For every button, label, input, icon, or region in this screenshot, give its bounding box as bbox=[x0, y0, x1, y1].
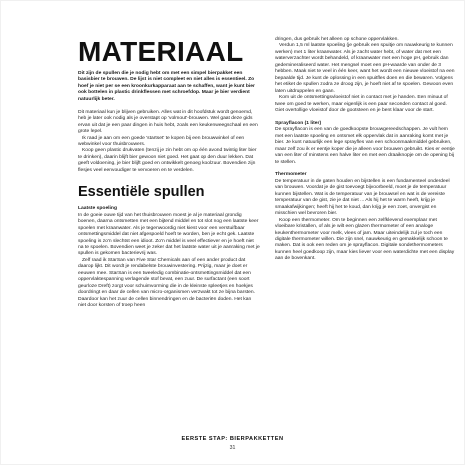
body-paragraph: In de goeie ouwe tijd van het thuisbrouwen moest je al je materiaal grondig boenen, daarna ontsmetten met een bijtend middel en tot slot nog een laatste keer spoelen met kraanwater. Als je tegenwoordig niet kiest voor een verstuifbaar ontsmettingsmiddel dat niet afgespoeld hoeft te worden, ben je echt gek. Laatste spoeling is zo'n slechtst een idioot. Zo'n middel is veel effectiever en je hoeft niet na te spoelen. Bovendien weet je zeker dat het laatste water uit je aanraking met je spullen is gekomen bacterievrij was. bbox=[78, 212, 260, 257]
right-column bbox=[275, 37, 457, 263]
body-paragraph: Dit materiaal kun je blijven gebruiken. Alles wat in dit hoofdstuk wordt genoemd, heb je later ook nodig als je overstapt op 'volmout'-brouwen. Wel gaat deze gids ervan uit dat je een paar dingen in huis hebt, zoals een keukenweegschaal en een grote lepel. bbox=[78, 109, 258, 135]
body-paragraph: Zelf raad ik StarSan van Five Star Chemicals aan of een ander product dat daarop lijkt. Dit wordt je rendabelste brouwinvestering. Prijzig, maar je doet er eeuwen mee. StarSan is een tweeledig combinatie-ontsmettingsmiddel dat een oppervlaktespanning verlagende stof bevat, een zuur. De surfactant (een soort geurloze Dreft) zorgt voor schuimvorming die in de kleinste spleetjes en hoekjes doordringt en daar de cellen van micro-organismen verzwakt tot ze bijna barsten. Daardoor kan het zuur de cellen binnendringen en de bacteriën doden. Het kan niet door korsten of troep heen bbox=[78, 257, 256, 309]
body-paragraph: Koop geen plastic drukvaten (tenzij je zin hebt om op één avond twintig liter bier te drinken), daarin blijft bier gewoon niet goed. Het gaat op den duur lekken. Dat geeft voldoening, je bier blijft goed en ontwikkelt genoeg koolzuur. Bovendien zijn flesjes veel eenvoudiger te vervoeren en te verdelen. bbox=[78, 148, 257, 173]
subheading: Sprayflacon (1 liter) bbox=[275, 120, 322, 126]
subheading: Laatste spoeling bbox=[78, 206, 117, 212]
body-paragraph: De temperatuur in de gaten houden en bijstellen is een fundamenteel onderdeel van brouwen. Voordat je de gist toevoegt bijvoorbeeld, moet je de temperatuur kunnen bijstellen. Wat is de temperatuur van je brouwsel en wat is de vereiste temperatuur van de gist, zie je dat niet ... Als hij het te warm heeft, krijg je smaakafwijkingen; heeft hij het te koud, dan krijg je een zoet, onvergist en misschien wel bevroren bier. bbox=[275, 178, 450, 217]
subheading: Thermometer bbox=[275, 172, 307, 178]
left-column bbox=[78, 37, 260, 309]
body-paragraph: Verdun 1,5 ml laatste spoeling (je gebruik een spuitje om nauwkeurig te kunnen werken) met 1 liter kraanwater. Als je zacht water hebt, of water dat met een waterverzachter wordt behandeld, of kraanwater met een hoge pH, gebruik dan gedemineraliseerd water. Het mengsel moet een pH-waarde van onder de 3 hebben. Maak niet te veel in één keer, want het wordt een nieuwe vloeistof na een bepaalde tijd. Je kunt de oplossing in een spuitfles doen en die bewaren. Volgens het etiket de spullen zodra ze droog zijn, je hoeft niet af te spoelen. Gewoon even laten uitdruppelen en gaan. bbox=[275, 43, 455, 94]
body-paragraph: dringen, dus gebruik het alleen op schone oppervlakken. bbox=[275, 37, 399, 42]
page-title: MATERIAAL bbox=[78, 36, 244, 67]
body-paragraph: Ik raad je aan om een goede 'startset' te kopen bij een brouwwinkel of een webwinkel voor thuisbrouwers. bbox=[78, 135, 245, 147]
body-paragraph: Kom uit de ontsmettingsvloeistof niet in contact met je handen. Een minuut of twee om goed te werken, maar eigenlijk is een paar seconden contact al goed. Giet overtollige vloeistof door de gootsteen en je bent klaar voor de start. bbox=[275, 95, 448, 113]
body-paragraph: Koop een thermometer. Om te beginnen een zelfklevend exemplaar met vloeibare kristallen, of als je wilt een glazen thermometer of een analoge keukenthermometer voor melk, vlees of jam. Maar uiteindelijk zul je toch een digitale thermometer willen. Die zijn snel, nauwkeurig en gemakkelijk schoon te maken. Dat is ook een reden om je sprayflacon. Digitale sondethermometers kunnen heel goedkoop zijn, maar kies liever voor een waterdichte met een display aan de bovenkant. bbox=[275, 217, 455, 262]
running-footer: EERSTE STAP: BIERPAKKETTEN bbox=[181, 436, 284, 442]
section-title: Essentiële spullen bbox=[78, 184, 205, 201]
body-paragraph: De sprayflacon is een van de goedkoopste brouwgereedschappen. Je vult hem met een laatste spoeling en ontsmet elk oppervlak dat in aanraking komt met je bier. Je kunt natuurlijk een lege sprayfles van een schoonmaakmiddel gebruiken, maar zelf zou ik er eentje koper die je alleen voor brouwen gebruikt. Kies er eentje van een liter of minstens een halve liter en met een draaiknopje om de opening bij te stellen. bbox=[275, 127, 455, 165]
page-number: 31 bbox=[229, 445, 236, 451]
intro-paragraph: Dit zijn de spullen die je nodig hebt om met een simpel bierpakket een basisbier te brouwen. De lijst is niet compleet en niet alles is essentieel. Zo hoef je niet per se een kroonkurkapparaat aan te schaffen, want je kunt bier ook bottelen in plastic drinkflessen met schroefdop. Maar je bier verdient natuurlijk beter. bbox=[78, 71, 255, 102]
